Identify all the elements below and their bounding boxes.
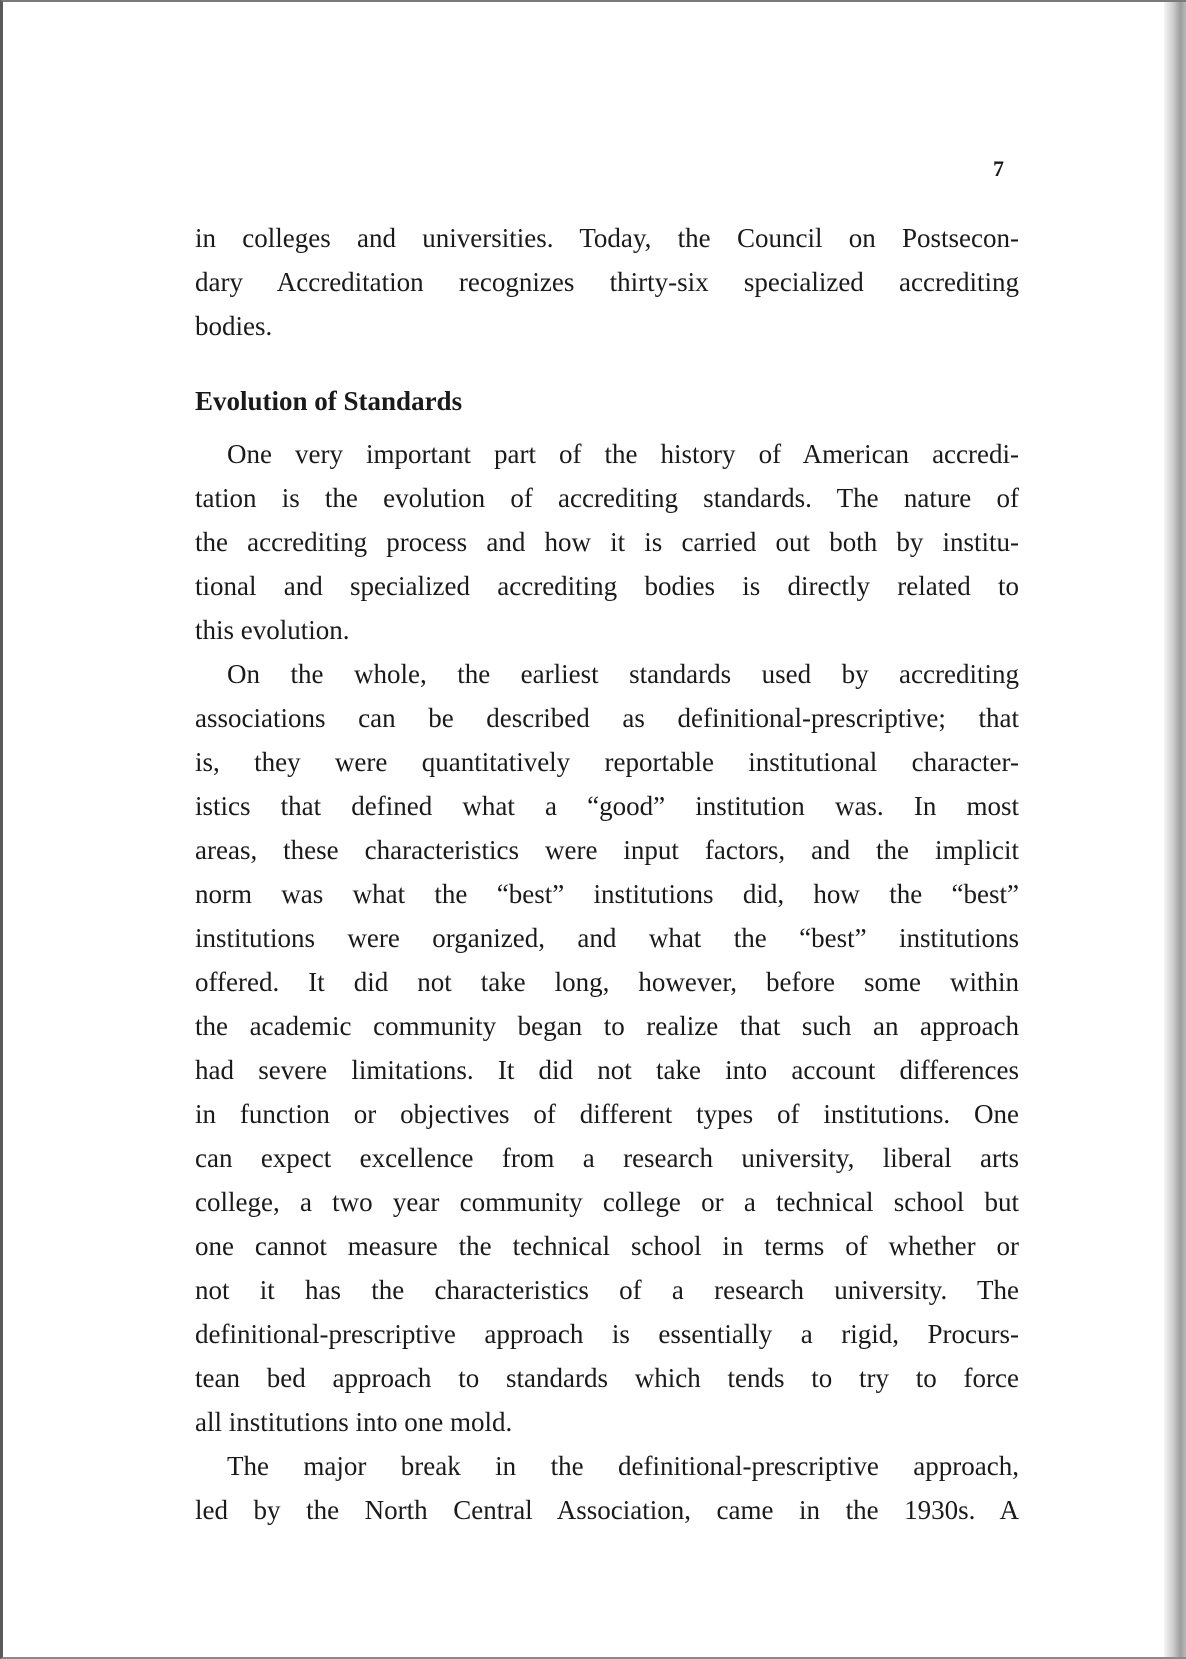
text-line: one cannot measure the technical school in terms of whether or [195,1231,1019,1261]
text-line: norm was what the “best” institutions did, how the “best” [195,879,1019,909]
text-line: this evolution. [195,615,350,645]
page-edge-shadow [1164,2,1186,1657]
text-line: not it has the characteristics of a research university. The [195,1275,1019,1305]
text-line: definitional-prescriptive approach is essentially a rigid, Procurs- [195,1319,1019,1349]
body-text [195,216,1019,1532]
text-line: the accrediting process and how it is carried out both by institu- [195,527,1019,557]
paragraph-evolution-intro [195,432,1019,652]
text-line: tional and specialized accrediting bodies is directly related to [195,571,1019,601]
text-line: One very important part of the history of American accredi- [227,439,1019,469]
text-line: tean bed approach to standards which tends to try to force [195,1363,1019,1393]
text-line: all institutions into one mold. [195,1407,513,1437]
text-line: led by the North Central Association, came in the 1930s. A [195,1495,1019,1525]
text-line: can expect excellence from a research university, liberal arts [195,1143,1019,1173]
text-line: had severe limitations. It did not take into account differences [195,1055,1019,1085]
page-number: 7 [993,156,1004,181]
text-line: in colleges and universities. Today, the Council on Postsecon- [195,223,1019,253]
text-line: college, a two year community college or a technical school but [195,1187,1019,1217]
text-line: The major break in the definitional-prescriptive approach, [227,1451,1019,1481]
text-line: dary Accreditation recognizes thirty-six specialized accrediting [195,267,1019,297]
paragraph-definitional-prescriptive [195,652,1019,1444]
text-line: bodies. [195,311,273,341]
text-line: associations can be described as definitional-prescriptive; that [195,703,1019,733]
text-line: institutions were organized, and what the “best” institutions [195,923,1019,953]
text-line: offered. It did not take long, however, before some within [195,967,1019,997]
text-line: On the whole, the earliest standards used by accrediting [227,659,1019,689]
text-line: areas, these characteristics were input factors, and the implicit [195,835,1019,865]
text-line: is, they were quantitatively reportable institutional character- [195,747,1019,777]
text-line: the academic community began to realize that such an approach [195,1011,1019,1041]
text-line: in function or objectives of different types of institutions. One [195,1099,1019,1129]
paragraph-major-break [195,1444,1019,1532]
text-line: istics that defined what a “good” institution was. In most [195,791,1019,821]
section-heading: Evolution of Standards [195,386,463,416]
text-line: tation is the evolution of accrediting standards. The nature of [195,483,1019,513]
intro-paragraph [195,216,1019,348]
